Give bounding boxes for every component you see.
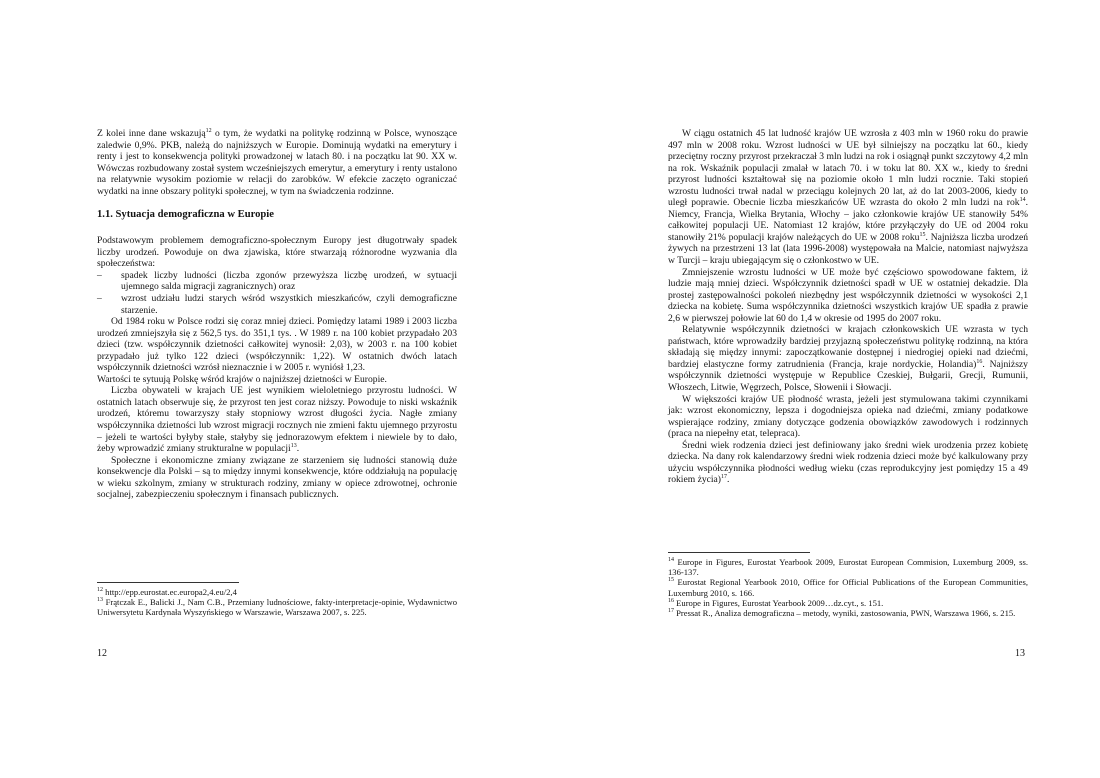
dash-bullet: – bbox=[97, 269, 102, 281]
footnote-reference: 12 bbox=[205, 127, 212, 134]
footnote bbox=[97, 597, 457, 617]
paragraph-average-age: Średni wiek rodzenia dzieci jest definiowany jako średni wiek urodzenia przez kobietę dziecka. Na dany rok kalendarzowy średni wiek rodzenia dzieci może być kalkulowany przy użyciu współczynnika płodności według wieku (czas reprodukcyjny jest pomiędzy 15 a 49 rokiem życia)$^{17}$. bbox=[668, 439, 1028, 486]
footnote-number: 17 bbox=[668, 608, 674, 615]
footnote-text: Pressat R., Analiza demograficzna – metody, wyniki, zastosowania, PWN, Warszawa 1966, s. 215. bbox=[674, 608, 1016, 619]
footnote bbox=[668, 557, 1028, 577]
paragraph-fertility-factors: W większości krajów UE płodność wrasta, jeżeli jest stymulowana takimi czynnikami jak: wzrost ekonomiczny, lepsza i dogodniejsza opieka nad dziećmi, zmiany podatkowe wspierające rodziny, zmiany dotyczące godzenia obowiązków zawodowych i rodzinnych (praca na niepełny etat, telepraca). bbox=[668, 393, 1028, 440]
paragraph-eu-residents: Liczba obywateli w krajach UE jest wynikiem wieloletniego przyrostu ludności. W ostatnich latach obserwuje się, że przyrost ten jest coraz niższy. Powoduje to niski wskaźnik urodzeń, któremu towarzyszy stały stopniowy wzrost długości życia. Nagłe zmiany współczynnika dzietności lub wzrost migracji rocznych nie zmieni faktu ujemnego przyrostu – jeżeli te wartości byłyby stałe, stałyby się jednorazowym efektem i niewiele by to dało, żeby wprowadzić zmiany strukturalne w populacji$^{13}$. bbox=[97, 385, 457, 455]
footnote bbox=[668, 598, 1028, 608]
list-item bbox=[97, 270, 457, 293]
right-page bbox=[550, 0, 1100, 778]
footnote-reference: 17 bbox=[721, 474, 728, 481]
page-number: 13 bbox=[1015, 648, 1025, 659]
list-item-text: wzrost udziału ludzi starych wśród wszystkich mieszkańców, czyli demograficzne starzenie. bbox=[121, 293, 457, 316]
footnote-divider bbox=[668, 552, 810, 553]
footnote-text: Eurostat Regional Yearbook 2010, Office for Official Publications of the European Communities, Luxemburg 2010, s. 166. bbox=[668, 577, 1028, 598]
footnote-text: Europe in Figures, Eurostat Yearbook 2009…dz.cyt., s. 151. bbox=[674, 597, 884, 608]
footnote-number: 13 bbox=[97, 597, 103, 604]
right-page-body bbox=[668, 128, 1028, 486]
footnote bbox=[668, 577, 1028, 597]
footnote-reference: 16 bbox=[976, 358, 983, 365]
list-item-text: spadek liczby ludności (liczba zgonów przewyższa liczbę urodzeń, w sytuacji ujemnego salda migracji zagranicznych) oraz bbox=[121, 269, 457, 293]
page-number: 12 bbox=[97, 648, 107, 659]
paragraph-ranking: Wartości te sytuują Polskę wśród krajów o najniższej dzietności w Europie. bbox=[97, 373, 387, 385]
footnote-divider bbox=[97, 582, 239, 583]
section-heading: 1.1. Sytuacja demograficzna w Europie bbox=[97, 209, 274, 221]
footnote-number: 12 bbox=[97, 587, 103, 594]
footnote bbox=[668, 608, 1028, 618]
footnote-reference: 15 bbox=[919, 231, 926, 238]
left-page-body bbox=[97, 128, 457, 501]
footnote-number: 16 bbox=[668, 597, 674, 604]
footnote-reference: 14 bbox=[1019, 197, 1026, 204]
dash-bullet: – bbox=[97, 293, 102, 305]
paragraph-relative-fertility: Relatywnie współczynnik dzietności w krajach członkowskich UE wzrasta w tych państwach, które wprowadziły bardziej przyjazną społeczeństwu politykę rodzinną, na która składają się między innymi: zapoczątkowanie dostępnej i niedrogiej opieki nad dziećmi, bardziej elastyczne formy zatrudnienia (Francja, kraje nordyckie, Holandia)$^{16}$. Najniższy współczynnik dzietności występuje w Republice Czeskiej, Bułgarii, Grecji, Rumunii, Włoszech, Litwie, Węgrzech, Polsce, Słowenii i Słowacji. bbox=[668, 324, 1028, 394]
intro-paragraph: Z kolei inne dane wskazują$^{12}$ o tym, że wydatki na politykę rodzinną w Polsce, wynoszące zaledwie 0,9%. PKB, należą do najniższych w Europie. Dominują wydatki na emerytury i renty i jest to konsekwencja polityki prowadzonej w latach 80. i na początku lat 90. XX w. Wówczas rozbudowany został system wcześniejszych emerytur, a emerytury i renty ustalono na relatywnie wysokim poziomie w relacji do zarobków. W efekcie zaczęto ograniczać wydatki na inne obszary polityki społecznej, w tym na świadczenia rodzinne. bbox=[97, 127, 457, 197]
paragraph-growth-decrease: Zmniejszenie wzrostu ludności w UE może być częściowo spowodowane faktem, iż ludzie mają mniej dzieci. Współczynnik dzietności spadł w UE w ostatniej dekadzie. Dla prostej zastępowalności pokoleń niezbędny jest współczynnik dzietności w wysokości 2,1 dziecka na kobietę. Suma współczynnika dzietności wszystkich krajów UE spadła z prawie 2,6 w pierwszej połowie lat 60 do 1,4 w okresie od 1995 do 2007 roku. bbox=[668, 266, 1028, 324]
challenges-list bbox=[97, 270, 457, 316]
footnote-number: 15 bbox=[668, 577, 674, 584]
paragraph-demographic-problem: Podstawowym problemem demograficzno-społecznym Europy jest długotrwały spadek liczby urodzeń. Powoduje on dwa zjawiska, które stwarzają różnorodne wyzwania dla społeczeństwa: bbox=[97, 235, 457, 270]
right-footnotes bbox=[668, 552, 1028, 618]
footnote-reference: 13 bbox=[290, 442, 297, 449]
paragraph-eu-population-growth: W ciągu ostatnich 45 lat ludność krajów UE wzrosła z 403 mln w 1960 roku do prawie 497 mln w 2008 roku. Wzrost ludności w UE był silniejszy na początku lat 60., kiedy przeciętny roczny przyrost przekraczał 3 mln ludzi na rok i osiągnął punkt szczytowy 4,2 mln na rok. Wskaźnik populacji zmalał w latach 70. i w toku lat 80. XX w., kiedy to średni przyrost ludności kształtował się na poziomie około 1 mln ludzi rocznie. Taki stopień wzrostu ludności trwał nadal w przeciągu kolejnych 20 lat, aż do lat 2003-2006, kiedy to uległ poprawie. Obecnie liczba mieszkańców UE wzrasta do około 2 mln ludzi na rok$^{14}$. Niemcy, Francja, Wielka Brytania, Włochy – jako członkowie krajów UE stanowiły 54% całkowitej populacji UE. Natomiast 12 krajów, które przyłączyły do UE od 2004 roku stanowiły 21% populacji krajów należących do UE w 2008 roku$^{15}$. Najniższa liczba urodzeń żywych na przestrzeni 13 lat (lata 1996-2008) występowała na Malcie, natomiast najwyższa w Turcji – kraju ubiegającym się o członkostwo w UE. bbox=[668, 128, 1029, 267]
footnote-text: http://epp.eurostat.ec.europa2,4.eu/2,4 bbox=[103, 587, 237, 597]
list-item bbox=[97, 293, 457, 316]
footnote-text: Frątczak E., Balicki J., Nam C.B., Przemiany ludnościowe, fakty-interpretacje-opinie, Wydawnictwo Uniwersytetu Kardynała Wyszyńskiego w Warszawie, Warszawa 2007, s. 225. bbox=[97, 597, 457, 618]
left-footnotes bbox=[97, 582, 457, 618]
footnote-number: 14 bbox=[668, 557, 674, 564]
footnote-text: Europe in Figures, Eurostat Yearbook 2009, Eurostat European Commision, Luxemburg 2009, ss. 136-137. bbox=[668, 557, 1028, 578]
paragraph-births-1984: Od 1984 roku w Polsce rodzi się coraz mniej dzieci. Pomiędzy latami 1989 i 2003 liczba urodzeń zmniejszyła się z 562,5 tys. do 351,1 tys. . W 1989 r. na 100 kobiet przypadało 203 dzieci (tzw. współczynnik dzietności całkowitej wynosił: 2,03), w 2003 r. na 100 kobiet przypadało już tylko 122 dzieci (współczynnik: 1,22). W ostatnich dwóch latach współczynnik dzietności wzrósł nieznacznie i w 2005 r. wyniósł 1,23. bbox=[97, 316, 457, 374]
footnote bbox=[97, 587, 457, 597]
paragraph-social-economic: Społeczne i ekonomiczne zmiany związane ze starzeniem się ludności stanowią duże konsekwencje dla Polski – są to między innymi konsekwencje, które oddziałują na populację w wieku szkolnym, zmiany w strukturach rodziny, zmiany w opiece zdrowotnej, ochronie socjalnej, zabezpieczeniu społecznym i finansach publicznych. bbox=[97, 454, 457, 501]
